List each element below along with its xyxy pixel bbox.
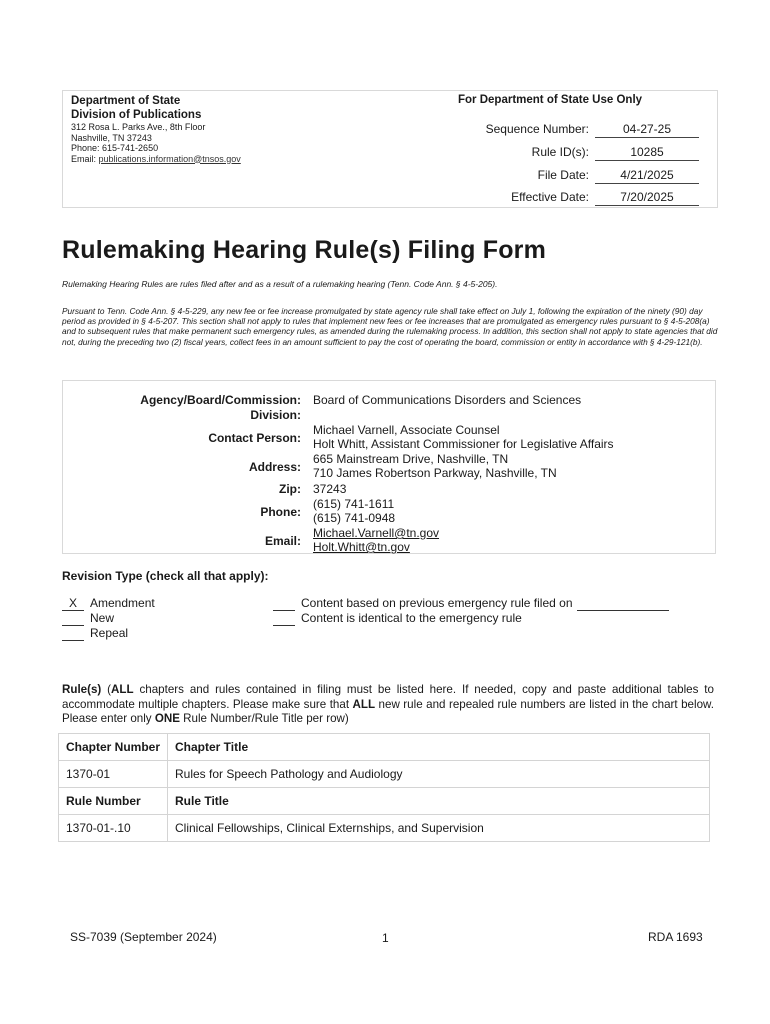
email-label: Email: bbox=[264, 534, 301, 548]
repeal-mark bbox=[62, 627, 84, 641]
form-title: Rulemaking Hearing Rule(s) Filing Form bbox=[62, 236, 547, 264]
department-email-line bbox=[71, 154, 431, 165]
chapter-number-cell: 1370-01 bbox=[59, 761, 168, 788]
form-subtitle: Rulemaking Hearing Rules are rules filed after and as a result of a rulemaking hearing (Tenn. Code Ann. § 4-5-205). bbox=[62, 279, 498, 289]
effective-date-label: Effective Date: bbox=[511, 190, 589, 204]
department-phone: Phone: 615-741-2650 bbox=[71, 143, 159, 153]
emergency-identical-option[interactable] bbox=[273, 611, 522, 626]
chapter-title-header: Chapter Title bbox=[168, 734, 710, 761]
email-link-1[interactable]: Michael.Varnell@tn.gov bbox=[313, 526, 440, 540]
phone-2: (615) 741-0948 bbox=[313, 511, 396, 525]
rule-id-value: 10285 bbox=[595, 145, 699, 161]
rules-instructions bbox=[62, 683, 714, 727]
emergency-based-label: Content based on previous emergency rule filed on bbox=[301, 596, 573, 610]
zip-value: 37243 bbox=[313, 482, 347, 496]
address-label: Address: bbox=[248, 460, 301, 474]
footer-form-id: SS-7039 (September 2024) bbox=[70, 930, 217, 944]
phone-1: (615) 741-1611 bbox=[313, 497, 395, 511]
rules-text-1: chapters and rules contained in filing must be listed here. If needed, copy and paste additional tables to accommodate multiple chapters. Please make sure that bbox=[62, 683, 714, 711]
department-address: 312 Rosa L. Parks Ave., 8th Floor bbox=[71, 122, 206, 132]
pursuant-paragraph: Pursuant to Tenn. Code Ann. § 4-5-229, any new fee or fee increase promulgated by state agency rule shall take effect on July 1, following the expiration of the ninety (90) day period as provided in § 4-5-207. This section shall not apply to rules that implement new fees or fee increases that are promulgated as emergency rules pursuant to § 4-5-208(a) and to subsequent rules that make permanent such emergency rules, as amended during the rulemaking process. In addition, this section shall not apply to state agencies that did not, during the preceding two (2) fiscal years, collect fees in an amount sufficient to pay the cost of operating the board, commission or entity in accordance with § 4-29-121(b). bbox=[62, 306, 718, 347]
contact-person-2: Holt Whitt, Assistant Commissioner for Legislative Affairs bbox=[313, 437, 614, 451]
new-label: New bbox=[90, 611, 115, 625]
contact-person-1: Michael Varnell, Associate Counsel bbox=[313, 423, 500, 437]
header-box bbox=[62, 90, 718, 208]
address-2: 710 James Robertson Parkway, Nashville, TN bbox=[313, 466, 557, 480]
emergency-date-blank[interactable] bbox=[577, 598, 669, 611]
rules-table bbox=[58, 733, 710, 842]
file-date-row bbox=[413, 168, 703, 186]
emergency-based-option[interactable] bbox=[273, 596, 669, 611]
table-row bbox=[59, 761, 710, 788]
agency-value: Board of Communications Disorders and Sciences bbox=[313, 393, 582, 407]
rules-all-1: ALL bbox=[111, 683, 134, 696]
new-option[interactable] bbox=[62, 611, 114, 626]
phone-values bbox=[313, 497, 713, 525]
rule-id-label: Rule ID(s): bbox=[531, 145, 589, 159]
effective-date-row bbox=[413, 190, 703, 208]
division-name: Division of Publications bbox=[71, 109, 202, 121]
state-use-title: For Department of State Use Only bbox=[458, 94, 643, 106]
rules-one: ONE bbox=[154, 712, 180, 725]
file-date-value: 4/21/2025 bbox=[595, 168, 699, 184]
chapter-title-cell: Rules for Speech Pathology and Audiology bbox=[168, 761, 710, 788]
email-values bbox=[313, 526, 713, 554]
file-date-label: File Date: bbox=[537, 168, 589, 182]
amendment-mark: X bbox=[62, 597, 84, 611]
address-values bbox=[313, 452, 713, 480]
contact-label: Contact Person: bbox=[208, 431, 301, 445]
phone-label: Phone: bbox=[260, 505, 301, 519]
repeal-label: Repeal bbox=[90, 626, 129, 640]
rules-text-3: Rule Number/Rule Title per row) bbox=[179, 712, 349, 725]
sequence-number-value: 04-27-25 bbox=[595, 122, 699, 138]
rules-open-paren: ( bbox=[101, 683, 112, 696]
agency-info-table bbox=[62, 380, 716, 554]
repeal-option[interactable] bbox=[62, 626, 128, 641]
rule-title-header: Rule Title bbox=[168, 788, 710, 815]
table-row bbox=[59, 734, 710, 761]
email-link-2[interactable]: Holt.Whitt@tn.gov bbox=[313, 540, 410, 554]
emergency-based-mark bbox=[273, 597, 295, 611]
sequence-number-label: Sequence Number: bbox=[485, 122, 589, 136]
division-label: Division: bbox=[250, 408, 301, 422]
emergency-identical-label: Content is identical to the emergency rule bbox=[301, 611, 522, 625]
effective-date-value: 7/20/2025 bbox=[595, 190, 699, 206]
table-row bbox=[59, 788, 710, 815]
rules-all-2: ALL bbox=[352, 697, 376, 711]
agency-label: Agency/Board/Commission: bbox=[140, 393, 301, 407]
department-email-link[interactable]: publications.information@tnsos.gov bbox=[98, 153, 241, 164]
department-city: Nashville, TN 37243 bbox=[71, 132, 152, 143]
chapter-number-header: Chapter Number bbox=[59, 734, 168, 761]
table-row bbox=[59, 815, 710, 842]
rules-text-2: new rule and repealed rule numbers are listed in the chart below. Please enter only bbox=[62, 697, 714, 725]
footer-rda: RDA 1693 bbox=[648, 930, 703, 944]
rule-number-cell: 1370-01-.10 bbox=[59, 815, 168, 842]
emergency-identical-mark bbox=[273, 612, 295, 626]
department-block bbox=[71, 94, 431, 164]
rules-bold: Rule(s) bbox=[62, 683, 102, 696]
rule-title-cell: Clinical Fellowships, Clinical Externships, and Supervision bbox=[168, 815, 710, 842]
zip-label: Zip: bbox=[279, 482, 301, 496]
amendment-label: Amendment bbox=[90, 596, 155, 610]
amendment-option[interactable] bbox=[62, 596, 155, 611]
department-email-label: Email: bbox=[71, 153, 97, 164]
sequence-number-row bbox=[413, 122, 703, 140]
revision-type-title: Revision Type (check all that apply): bbox=[62, 569, 269, 583]
footer-page-number: 1 bbox=[382, 931, 389, 945]
rule-number-header: Rule Number bbox=[59, 788, 168, 815]
new-mark bbox=[62, 612, 84, 626]
rule-id-row bbox=[413, 145, 703, 163]
address-1: 665 Mainstream Drive, Nashville, TN bbox=[313, 452, 509, 466]
department-name: Department of State bbox=[71, 95, 181, 107]
contact-values bbox=[313, 423, 713, 451]
